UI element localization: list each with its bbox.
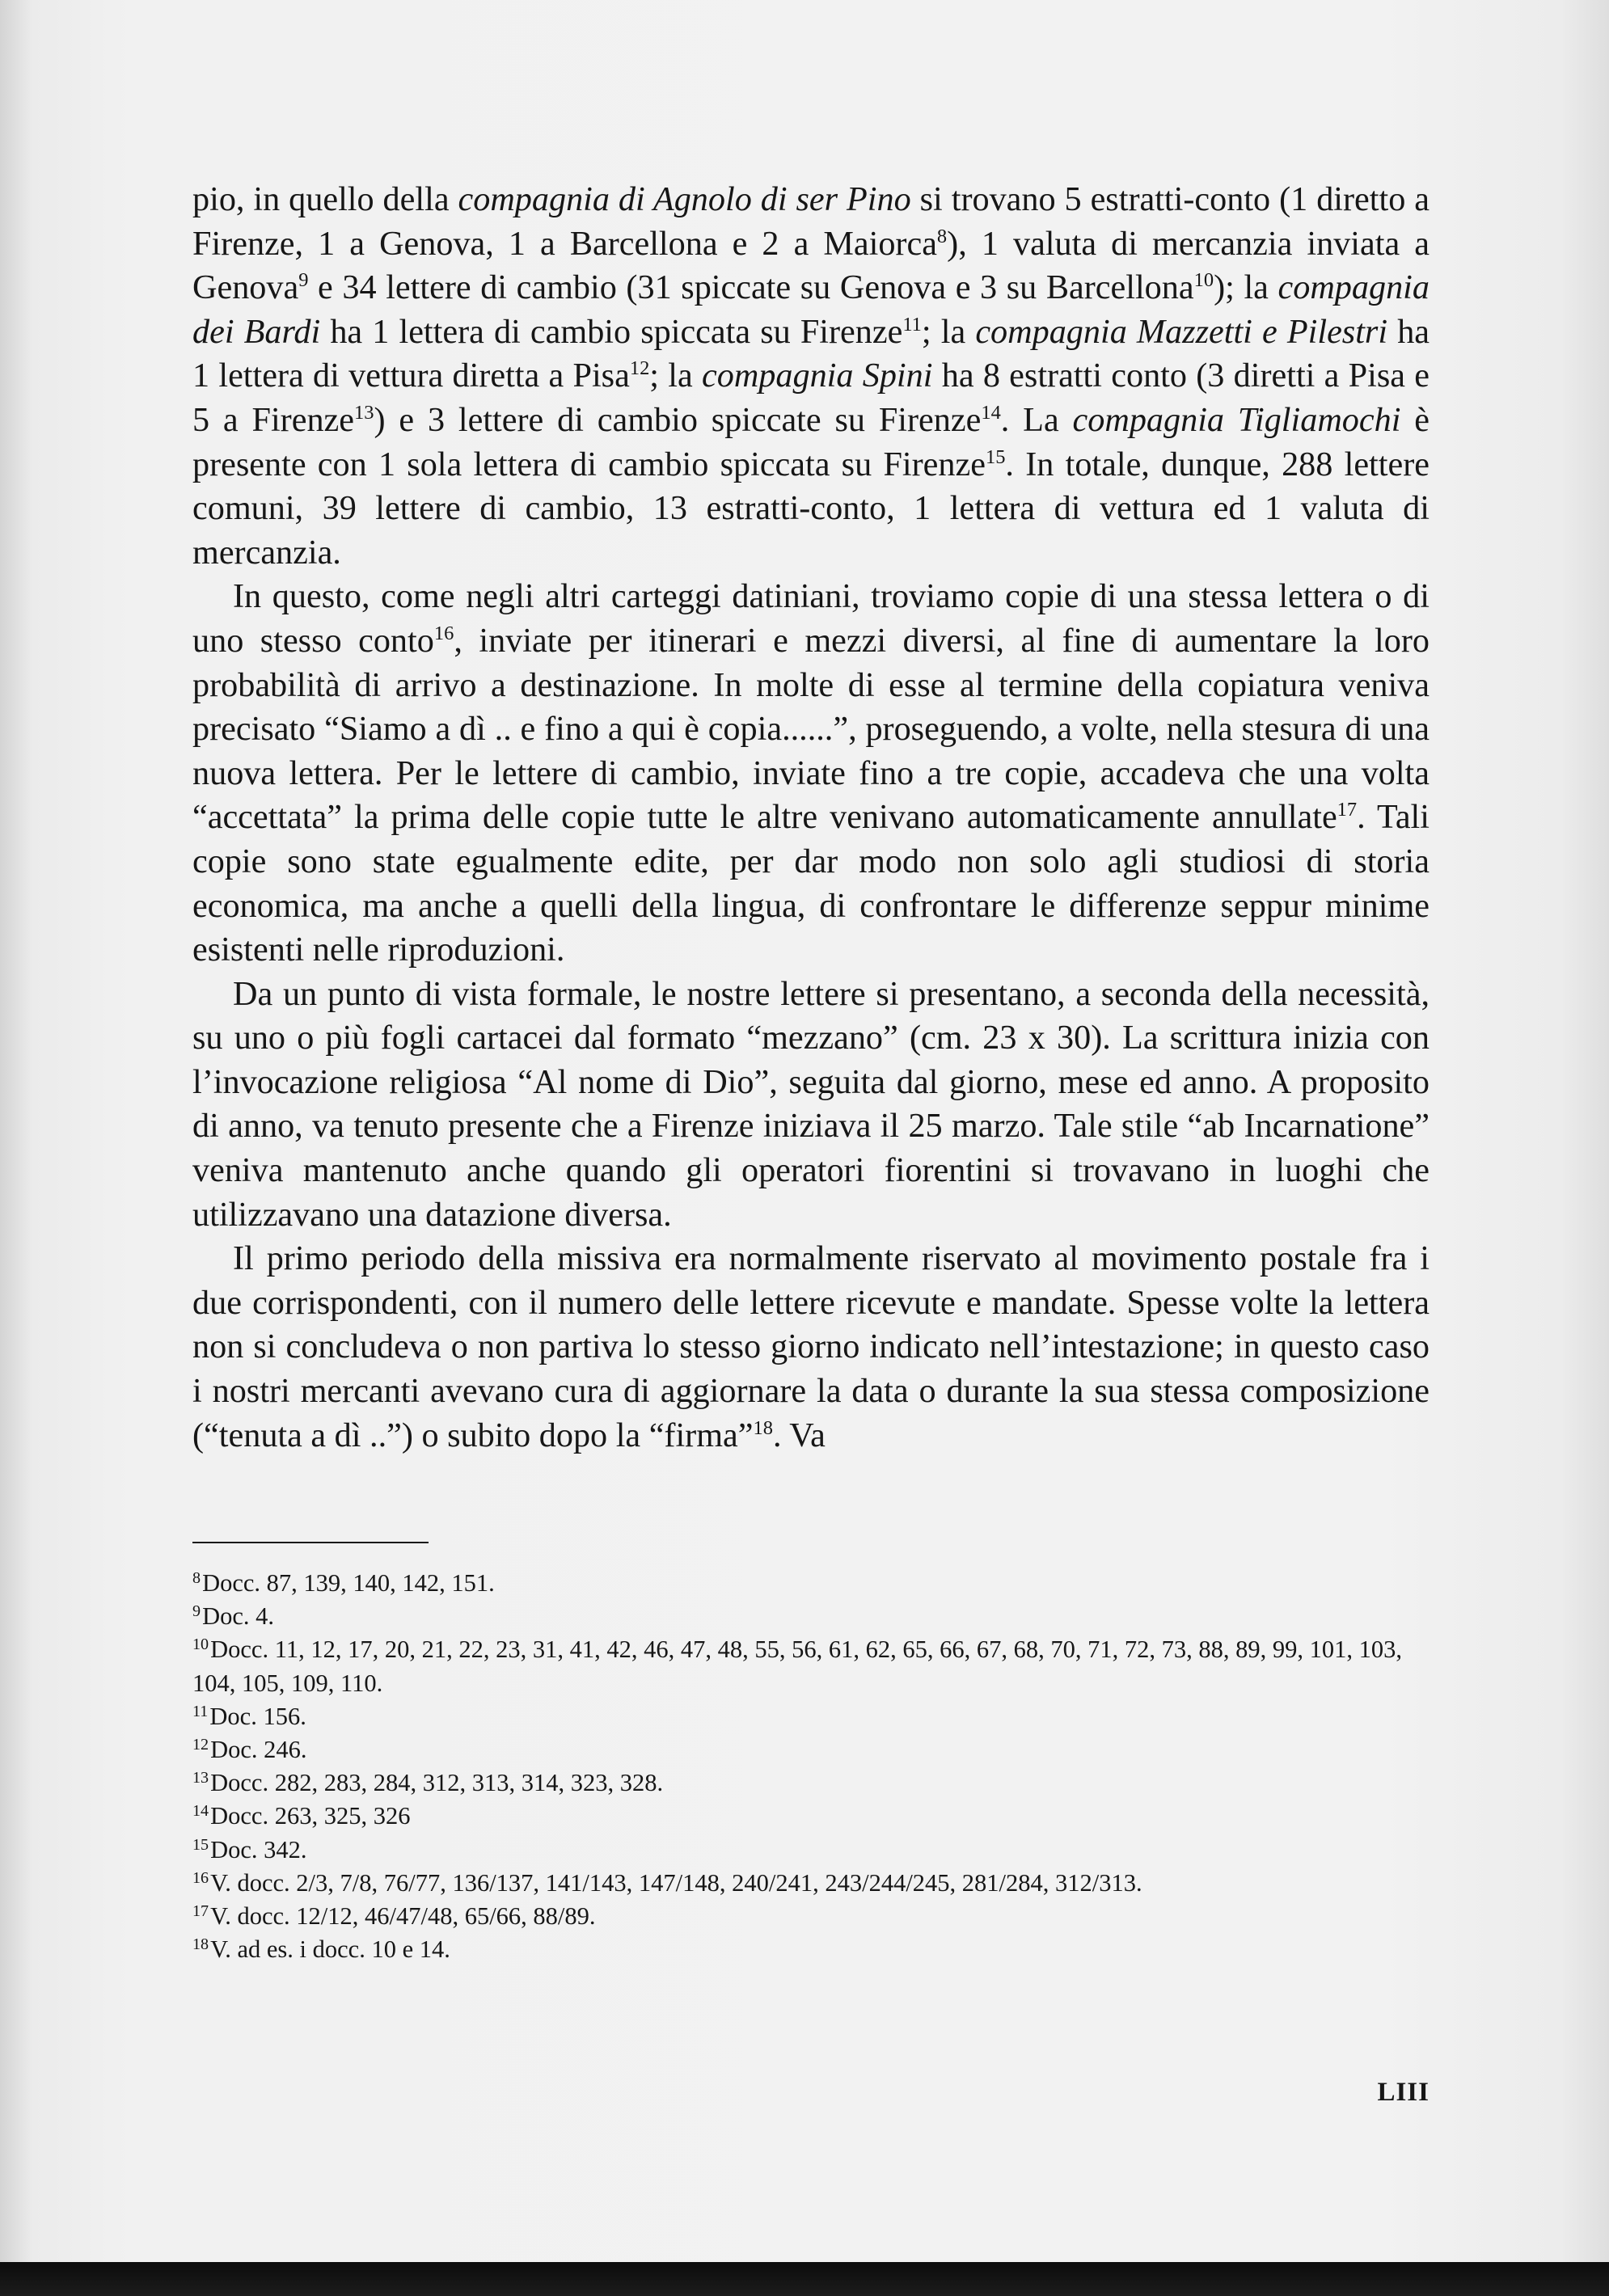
footnote [192, 1567, 1434, 1600]
text-run: pio, in quello della [192, 180, 458, 218]
main-text [192, 178, 1430, 1458]
footnote-text: Doc. 4. [202, 1602, 275, 1631]
italic-company-name: compagnia Spini [702, 357, 933, 395]
italic-company-name: compagnia di Agnolo di ser Pino [458, 180, 911, 218]
text-run: Il primo periodo della missiva era normalmente riservato al movimento postale fra i due corrispondenti, con il numero delle lettere ricevute e mandate. Spesse volte la lettera non si concludeva o non partiva lo stesso giorno indicato nell’intestazione; in questo caso i nostri mercanti avevano cura di aggiornare la data o durante la sua stessa composizione (“tenuta a dì ..”) o subito dopo la “firma” [192, 1239, 1430, 1454]
text-run: ha 8 estratti conto (3 diretti a Pisa e 5 a Firenze [192, 357, 1430, 439]
scan-edge [0, 2262, 1609, 2296]
footnote-number: 12 [192, 1735, 209, 1754]
footnote-text: Docc. 263, 325, 326 [210, 1802, 411, 1830]
text-run: ; la [649, 357, 702, 395]
text-run: ) e 3 lettere di cambio spiccate su Firenze [374, 400, 982, 439]
footnote [192, 1900, 1434, 1933]
footnote-number: 11 [192, 1702, 209, 1720]
footnote-number: 16 [192, 1868, 209, 1887]
footnote-ref: 17 [1337, 799, 1358, 821]
text-run: . Tali copie sono state egualmente edite, per dar modo non solo agli studiosi di storia economica, ma anche a quelli della lingua, di confrontare le differenze seppur minime esistenti nelle riproduzioni. [192, 798, 1430, 969]
footnote-number: 18 [192, 1935, 209, 1954]
text-run: ); la [1214, 268, 1278, 307]
footnote-text: V. docc. 2/3, 7/8, 76/77, 136/137, 141/143, 147/148, 240/241, 243/244/245, 281/284, 312/313. [210, 1868, 1142, 1897]
footnote-ref: 18 [753, 1416, 773, 1439]
footnote-ref: 12 [629, 357, 650, 380]
footnote-text: V. ad es. i docc. 10 e 14. [210, 1935, 450, 1964]
italic-company-name: compagnia dei Bardi [192, 268, 1430, 351]
text-run: ha 1 lettera di cambio spiccata su Firenze [320, 312, 903, 351]
footnote [192, 1633, 1434, 1699]
italic-company-name: compagnia Mazzetti e Pilestri [975, 312, 1388, 351]
text-run: ), 1 valuta di mercanzia inviata a Genova [192, 224, 1430, 307]
footnote-separator [192, 1542, 429, 1543]
footnote-ref: 8 [936, 225, 948, 247]
footnote [192, 1766, 1434, 1800]
text-run: ; la [921, 312, 976, 351]
paragraph-1 [192, 178, 1430, 575]
footnote-text: Doc. 342. [210, 1835, 307, 1863]
footnote-ref: 10 [1193, 269, 1214, 292]
text-run: si trovano 5 estratti-conto (1 diretto a Firenze, 1 a Genova, 1 a Barcellona e 2 a Maiorca [192, 180, 1430, 263]
footnote-ref: 11 [902, 313, 922, 336]
footnote [192, 1867, 1434, 1900]
footnote-number: 9 [192, 1602, 201, 1621]
footnote-number: 17 [192, 1901, 209, 1920]
italic-company-name: compagnia Tigliamochi [1072, 400, 1401, 439]
footnote-number: 15 [192, 1835, 209, 1854]
paragraph-2 [192, 575, 1430, 972]
footnote-number: 8 [192, 1568, 201, 1587]
footnote-ref: 9 [298, 269, 309, 292]
footnote [192, 1700, 1434, 1733]
text-run: . Va [772, 1416, 826, 1454]
paragraph-3: Da un punto di vista formale, le nostre lettere si presentano, a seconda della necessità, su uno o più fogli cartacei dal formato “mezzano” (cm. 23 x 30). La scrittura inizia con l’invocazione religiosa “Al nome di Dio”, seguita dal giorno, mese ed anno. A proposito di anno, va tenuto presente che a Firenze iniziava il 25 marzo. Tale stile “ab Incarnatione” veniva mantenuto anche quando gli operatori fiorentini si trovavano in luoghi che utilizzavano una datazione diversa. [192, 974, 1430, 1234]
footnote-ref: 16 [433, 622, 454, 644]
text-run: . In totale, dunque, 288 lettere comuni, 39 lettere di cambio, 13 estratti-conto, 1 lettera di vettura ed 1 valuta di mercanzia. [192, 445, 1430, 572]
footnote-number: 13 [192, 1769, 209, 1787]
footnote-text: V. docc. 12/12, 46/47/48, 65/66, 88/89. [210, 1902, 596, 1931]
text-run: . La [1000, 400, 1073, 439]
text-run: è presente con 1 sola lettera di cambio spiccata su Firenze [192, 400, 1430, 483]
footnote-text: Docc. 282, 283, 284, 312, 313, 314, 323, 328. [210, 1769, 664, 1797]
footnote-text: Doc. 156. [209, 1702, 306, 1730]
text-run: , inviate per itinerari e mezzi diversi, al fine di aumentare la loro probabilità di arrivo a destinazione. In molte di esse al termine della copiatura veniva precisato “Siamo a dì .. e fino a qui è copia......”, proseguendo, a volte, nella stesura di una nuova lettera. Per le lettere di cambio, inviate fino a tre copie, accadeva che una volta “accettata” la prima delle copie tutte le altre venivano automaticamente annullate [192, 621, 1430, 837]
footnote-text: Doc. 246. [210, 1736, 307, 1764]
footnote-number: 14 [192, 1802, 209, 1821]
footnote-text: Docc. 11, 12, 17, 20, 21, 22, 23, 31, 41, 42, 46, 47, 48, 55, 56, 61, 62, 65, 66, 67, 68, 70, 71, 72, 73, 88, 89, 99, 101, 103, 104, 105, 109, 110. [192, 1635, 1402, 1697]
footnote [192, 1733, 1434, 1766]
footnote [192, 1800, 1434, 1833]
footnote [192, 1834, 1434, 1867]
footnote [192, 1600, 1434, 1633]
footnotes [192, 1567, 1434, 1966]
page-number: LIII [1377, 2078, 1430, 2107]
text-run: e 34 lettere di cambio (31 spiccate su Genova e 3 su Barcellona [308, 268, 1194, 307]
text-run: ha 1 lettera di vettura diretta a Pisa [192, 312, 1430, 395]
footnote-text: Docc. 87, 139, 140, 142, 151. [202, 1569, 495, 1597]
footnote-ref: 14 [981, 401, 1001, 424]
text-run: In questo, come negli altri carteggi datiniani, troviamo copie di una stessa lettera o di uno stesso conto [192, 577, 1430, 660]
paragraph-4 [192, 1237, 1430, 1458]
footnote-ref: 13 [354, 401, 374, 424]
footnote [192, 1933, 1434, 1966]
footnote-number: 10 [192, 1635, 209, 1654]
footnote-ref: 15 [985, 445, 1006, 468]
